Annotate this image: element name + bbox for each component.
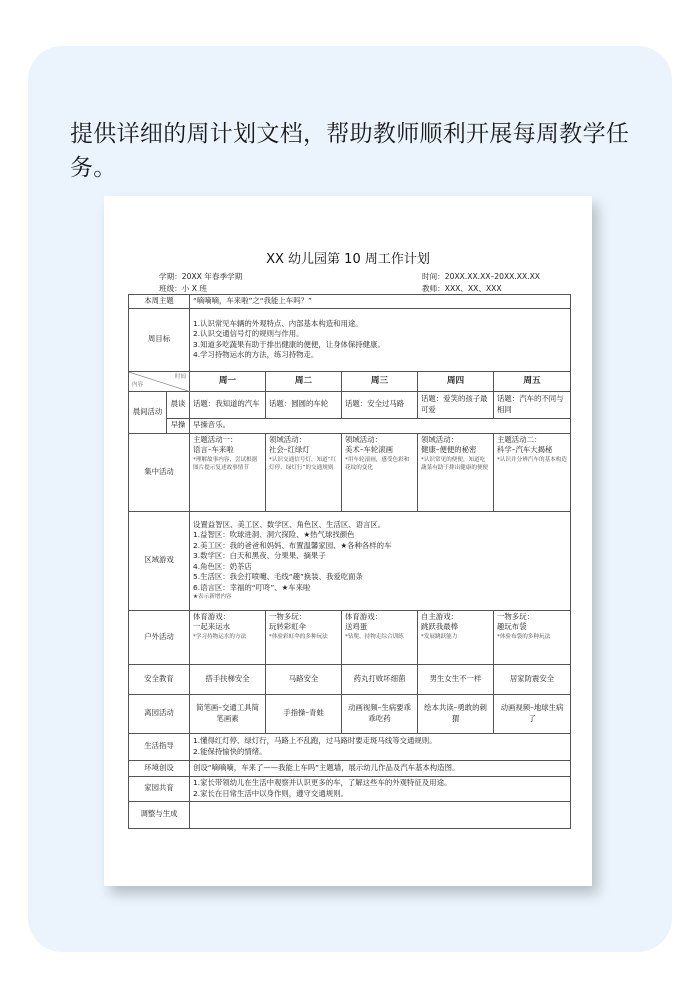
document-page: [104, 196, 592, 886]
exercise-label: 早操: [167, 418, 190, 433]
group-label: 集中活动: [129, 433, 190, 511]
exercise-value: 早操音乐。: [190, 418, 571, 433]
day-header-row: [129, 371, 571, 391]
zone-item: 3.数学区：白天和黑夜、分果果、摘果子: [193, 551, 326, 561]
talk-mon: 话题：我知道的汽车: [190, 391, 266, 418]
safety-mon: 搭手扶梯安全: [190, 664, 266, 694]
group-title: 主题活动二：: [497, 434, 542, 444]
group-note: *认识常见的便便，知道吃蔬菜有助于排出健康的便便: [421, 456, 489, 471]
adjust-label: 调整与生成: [129, 801, 190, 828]
safety-label: 安全教育: [129, 664, 190, 694]
family-list: [190, 776, 571, 801]
group-title: 领域活动：: [345, 434, 382, 444]
outdoor-cell-fri: [494, 610, 571, 664]
goals-label: 周目标: [129, 308, 190, 371]
theme-label: 本周主题: [129, 295, 190, 309]
corner-content-label: 内容: [132, 382, 144, 388]
zones-note: ★表示新增内容: [193, 594, 232, 601]
leaving-row: [129, 694, 571, 733]
group-activity-row: [129, 433, 571, 511]
group-title: 领域活动：: [421, 434, 458, 444]
group-name: 社会–红绿灯: [269, 445, 310, 454]
talk-tue: 话题：圆圆的车轮: [266, 391, 342, 418]
zone-item: 4.角色区：奶茶店: [193, 561, 252, 571]
leaving-tue: 手指操–青蛙: [266, 694, 342, 733]
goal-item: 1.认识常见车辆的外观特点、内部基本构造和用途。: [193, 318, 363, 328]
semester-label: 学期：20XX 年春季学期: [159, 272, 243, 281]
outdoor-note: *体验布袋的多种玩法: [497, 633, 551, 640]
zones-label: 区域游戏: [129, 511, 190, 610]
group-name: 语言–车来啦: [193, 445, 234, 454]
group-name: 美术–车轮滚画: [345, 445, 394, 454]
outdoor-cell-wed: [342, 610, 418, 664]
zone-item: 5.生活区：我会打喷嚏、毛线“趣”换装、我爱吃面条: [193, 572, 363, 582]
exercise-row: [129, 418, 571, 433]
safety-wed: 药丸打败坏细菌: [342, 664, 418, 694]
weekly-plan-table: [128, 294, 571, 829]
group-name: 科学–汽车大揭秘: [497, 445, 553, 454]
life-label: 生活指导: [129, 733, 190, 760]
group-title: 主题活动一：: [193, 434, 238, 444]
group-cell-tue: [266, 433, 342, 511]
outdoor-title: 一物多玩：: [269, 611, 306, 621]
outdoor-name: 送鸡蛋: [345, 622, 368, 631]
group-note: *认识并分辨汽车的基本构造: [497, 456, 567, 463]
family-row: [129, 776, 571, 801]
group-cell-mon: [190, 433, 266, 511]
life-row: [129, 733, 571, 760]
adjust-value: [190, 801, 571, 828]
group-cell-thu: [418, 433, 494, 511]
zone-item: 1.益智区：吹球进洞、洞穴探险、★热气球找颜色: [193, 530, 355, 540]
environment-row: [129, 760, 571, 776]
zones-list: [190, 511, 571, 610]
environment-value: 创设“嘀嘀嘀，车来了——我能上车吗”主题墙，展示幼儿作品及汽车基本构造图。: [190, 760, 571, 776]
life-item: 2.能保持愉快的情绪。: [193, 746, 267, 756]
family-item: 1.家长带领幼儿在生活中观察并认识更多的车，了解这些车的外观特征及用途。: [193, 778, 452, 787]
talk-wed: 话题：安全过马路: [342, 391, 418, 418]
outdoor-name: 趣玩布袋: [497, 622, 527, 631]
teacher-label: 教师：XXX、XX、XXX: [422, 284, 502, 293]
headline: 提供详细的周计划文档，帮助教师顺利开展每周教学任务。: [70, 121, 630, 181]
goal-item: 3.知道多吃蔬果有助于排出健康的便便，让身体保持健康。: [193, 339, 385, 349]
group-note: *认识交通信号灯，知道“红灯停、绿灯行”的交通规则: [269, 456, 337, 471]
morning-label: 晨间活动: [129, 391, 167, 433]
adjust-row: [129, 801, 571, 828]
group-note: *理解故事内容，尝试根据图片提示复述故事情节: [193, 456, 258, 471]
goal-item: 2.认识交通信号灯的规则与作用。: [193, 329, 304, 338]
safety-row: [129, 664, 571, 694]
talk-label: 晨谈: [167, 391, 190, 418]
zones-row: [129, 511, 571, 610]
family-item: 2.家长在日常生活中以身作则，遵守交通规则。: [193, 788, 348, 798]
theme-row: [129, 295, 571, 309]
day-header-wed: 周三: [342, 371, 418, 391]
outdoor-name: 一起来运水: [193, 622, 230, 631]
document-title: XX 幼儿园第 10 周工作计划: [266, 252, 430, 267]
theme-value: “嘀嘀嘀，车来啦”之“我能上车吗？”: [190, 295, 571, 309]
zone-item: 2.美工区：我的爸爸和妈妈、布置温馨家园、★各种各样的车: [193, 540, 392, 550]
talk-fri: 话题：汽车的不同与相同: [494, 391, 571, 418]
group-name: 健康–便便的秘密: [421, 445, 477, 454]
leaving-fri: 动画视频–地球生病了: [494, 694, 571, 733]
outdoor-row: [129, 610, 571, 664]
talk-thu: 话题：爱笑的孩子最可爱: [418, 391, 494, 418]
leaving-thu: 绘本共读–勇敢的刺猬: [418, 694, 494, 733]
outdoor-cell-thu: [418, 610, 494, 664]
life-item: 1.懂得红灯停、绿灯行，马路上不乱跑，过马路时要走斑马线等交通规则。: [193, 736, 437, 745]
outdoor-cell-tue: [266, 610, 342, 664]
time-label: 时间：20XX.XX.XX–20XX.XX.XX: [422, 272, 540, 281]
day-header-mon: 周一: [190, 371, 266, 391]
leaving-mon: 简笔画–交通工具简笔画素: [190, 694, 266, 733]
day-header-fri: 周五: [494, 371, 571, 391]
safety-tue: 马路安全: [266, 664, 342, 694]
outdoor-title: 自主游戏：: [421, 611, 458, 621]
life-list: [190, 733, 571, 760]
outdoor-title: 一物多玩：: [497, 611, 534, 621]
day-header-thu: 周四: [418, 371, 494, 391]
class-label: 班级：小 X 班: [159, 284, 207, 293]
day-header-tue: 周二: [266, 371, 342, 391]
morning-talk-row: [129, 391, 571, 418]
outdoor-cell-mon: [190, 610, 266, 664]
outdoor-note: *钻爬、持物走综合训练: [345, 633, 404, 640]
outdoor-note: *体验彩虹伞的多种玩法: [269, 633, 328, 640]
outdoor-name: 跳跃我最棒: [421, 622, 458, 631]
zone-item: 6.语言区：幸福的“叮咚”、★车来啦: [193, 582, 311, 592]
safety-thu: 男生女生不一样: [418, 664, 494, 694]
group-cell-fri: [494, 433, 571, 511]
header-corner: [129, 371, 190, 391]
outdoor-note: *学习持物运水的方法: [193, 633, 247, 640]
goal-item: 4.学习持物运水的方法，练习持物走。: [193, 350, 319, 359]
zone-item: 设置益智区、美工区、数学区、角色区、生活区、语言区。: [193, 519, 386, 529]
outdoor-title: 体育游戏：: [345, 611, 382, 621]
corner-time-label: 时间: [174, 373, 187, 380]
outdoor-label: 户外活动: [129, 610, 190, 664]
outdoor-name: 玩转彩虹伞: [269, 622, 306, 631]
group-cell-wed: [342, 433, 418, 511]
group-note: *用车轮滚画，感受色彩和花纹的变化: [345, 456, 410, 471]
safety-fri: 居家防震安全: [494, 664, 571, 694]
group-title: 领域活动：: [269, 434, 306, 444]
leaving-label: 离园活动: [129, 694, 190, 733]
family-label: 家园共育: [129, 776, 190, 801]
goals-list: [190, 308, 571, 371]
outdoor-note: *发展跳跃能力: [421, 633, 458, 640]
leaving-wed: 动画视频–生病要乖乖吃药: [342, 694, 418, 733]
environment-label: 环境创设: [129, 760, 190, 776]
goals-row: [129, 308, 571, 371]
outdoor-title: 体育游戏：: [193, 611, 230, 621]
